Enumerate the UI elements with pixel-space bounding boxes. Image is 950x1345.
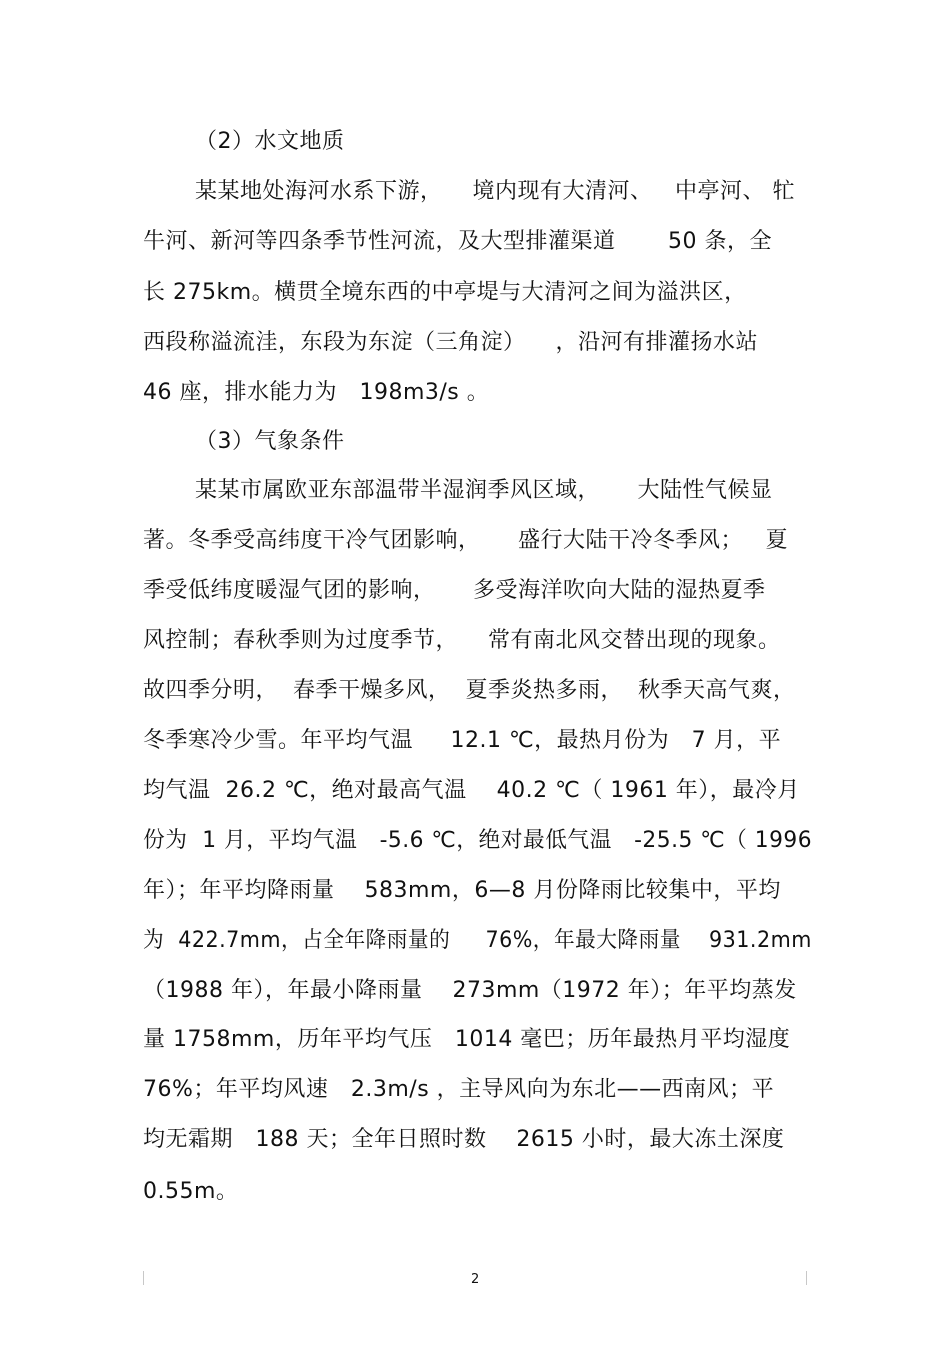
footer-right-rule bbox=[806, 1271, 807, 1285]
paragraph-line: 西段称溢流洼，东段为东淀（三角淀） ，沿河有排灌扬水站 bbox=[143, 330, 758, 355]
page-number: 2 bbox=[471, 1272, 480, 1287]
paragraph-line: 长 275km。横贯全境东西的中亭堤与大清河之间为溢洪区， bbox=[143, 280, 747, 305]
paragraph-line: 为 422.7mm，占全年降雨量的 76%，年最大降雨量 931.2mm bbox=[143, 928, 812, 953]
paragraph-line: 0.55m。 bbox=[143, 1179, 239, 1204]
paragraph-line: 均气温 26.2 ℃，绝对最高气温 40.2 ℃（ 1961 年），最冷月 bbox=[143, 778, 800, 803]
paragraph-line: 故四季分明， 春季干燥多风， 夏季炎热多雨， 秋季天高气爽， bbox=[143, 678, 796, 703]
paragraph-line: 某某市属欧亚东部温带半湿润季风区域， 大陆性气候显 bbox=[195, 478, 773, 503]
paragraph-line: 量 1758mm，历年平均气压 1014 毫巴；历年最热月平均湿度 bbox=[143, 1027, 791, 1052]
footer-left-rule bbox=[143, 1271, 144, 1285]
section-heading-climate: （3）气象条件 bbox=[195, 429, 345, 454]
paragraph-line: 冬季寒冷少雪。年平均气温 12.1 ℃，最热月份为 7 月，平 bbox=[143, 728, 782, 753]
paragraph-line: 风控制；春秋季则为过度季节， 常有南北风交替出现的现象。 bbox=[143, 628, 781, 653]
paragraph-line: 76%；年平均风速 2.3m/s ，主导风向为东北——西南风；平 bbox=[143, 1077, 775, 1102]
paragraph-line: 均无霜期 188 天；全年日照时数 2615 小时，最大冻土深度 bbox=[143, 1127, 785, 1152]
section-heading-hydrogeology: （2）水文地质 bbox=[195, 129, 345, 154]
paragraph-line: 份为 1 月，平均气温 -5.6 ℃，绝对最低气温 -25.5 ℃（ 1996 bbox=[143, 828, 813, 853]
paragraph-line: 著。冬季受高纬度干冷气团影响， 盛行大陆干冷冬季风； 夏 bbox=[143, 528, 788, 553]
paragraph-line: 季受低纬度暖湿气团的影响， 多受海洋吹向大陆的湿热夏季 bbox=[143, 578, 766, 603]
paragraph-line: 牛河、新河等四条季节性河流，及大型排灌渠道 50 条，全 bbox=[143, 229, 772, 254]
paragraph-line: （1988 年），年最小降雨量 273mm（1972 年）；年平均蒸发 bbox=[143, 978, 797, 1003]
paragraph-line: 46 座，排水能力为 198m3/s 。 bbox=[143, 380, 490, 405]
paragraph-line: 年）；年平均降雨量 583mm，6—8 月份降雨比较集中，平均 bbox=[143, 878, 781, 903]
paragraph-line: 某某地处海河水系下游， 境内现有大清河、 中亭河、 牤 bbox=[195, 179, 795, 204]
